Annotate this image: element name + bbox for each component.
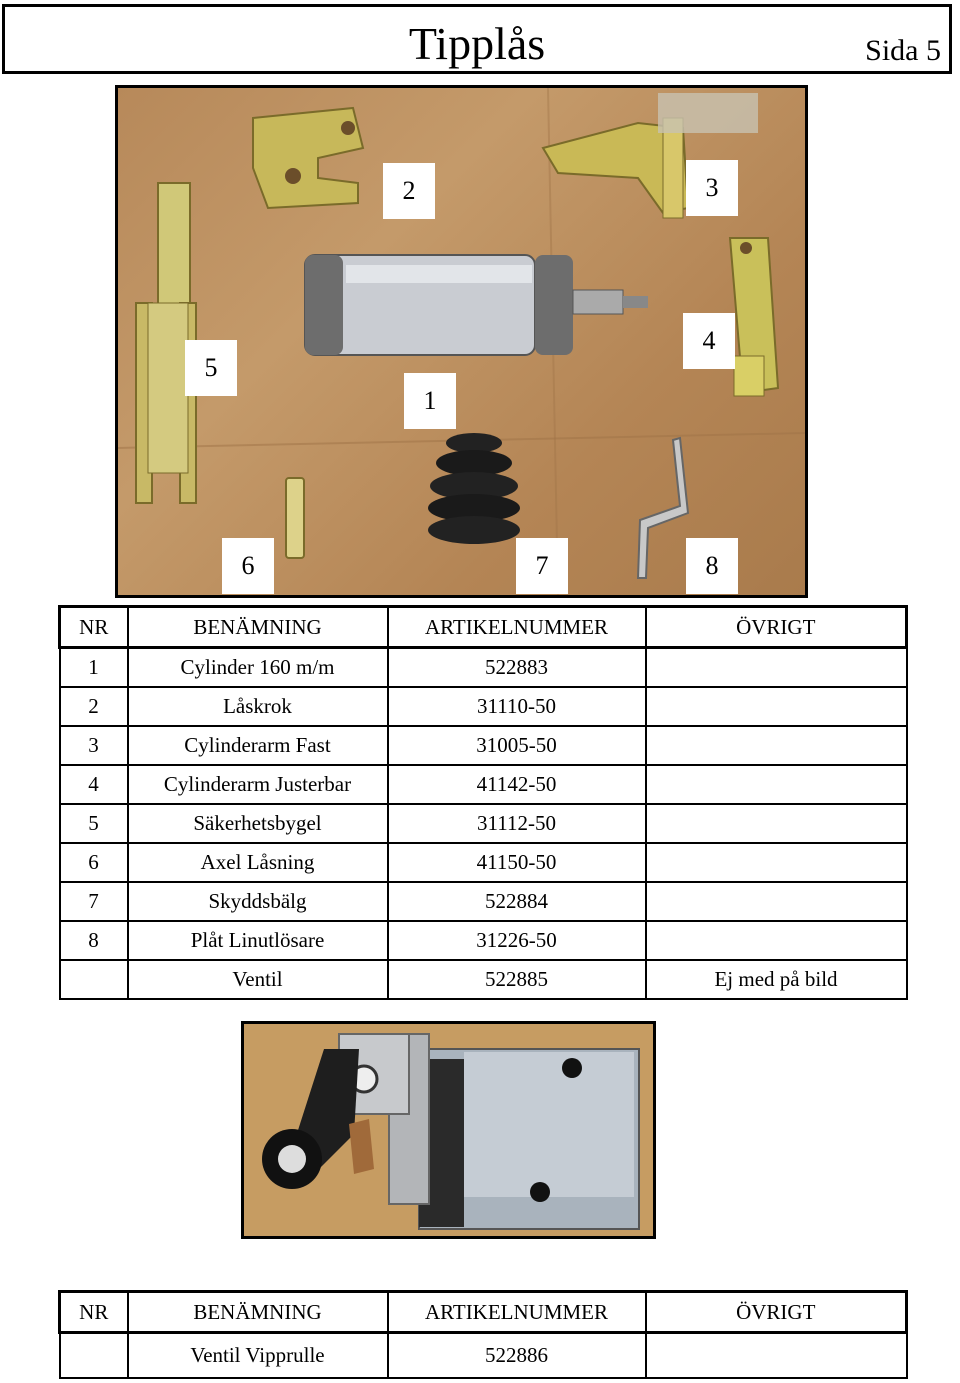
- table-row: 6 Axel Låsning 41150-50: [60, 843, 907, 882]
- table-row: 8 Plåt Linutlösare 31226-50: [60, 921, 907, 960]
- table-row: Ventil 522885 Ej med på bild: [60, 960, 907, 999]
- photo-label-3: 3: [686, 160, 738, 216]
- photo-label-4: 4: [683, 313, 735, 369]
- parts-photo: [115, 85, 808, 598]
- table-row: 2 Låskrok 31110-50: [60, 687, 907, 726]
- col-benamning: BENÄMNING: [128, 607, 388, 648]
- valve-photo: [241, 1021, 656, 1239]
- col-nr: NR: [60, 607, 128, 648]
- table-row: 4 Cylinderarm Justerbar 41142-50: [60, 765, 907, 804]
- table-row: 5 Säkerhetsbygel 31112-50: [60, 804, 907, 843]
- valve-table-header: [60, 1292, 907, 1333]
- photo-label-6: 6: [222, 538, 274, 594]
- page-title: Tipplås: [408, 18, 546, 69]
- table-row: 7 Skyddsbälg 522884: [60, 882, 907, 921]
- photo-label-2: 2: [383, 163, 435, 219]
- photo-label-5: 5: [185, 340, 237, 396]
- parts-table-header: [60, 607, 907, 648]
- col-ovrigt: ÖVRIGT: [646, 607, 907, 648]
- col-artikelnummer: ARTIKELNUMMER: [388, 607, 646, 648]
- page-header: [2, 4, 952, 74]
- bellows-part: [428, 433, 520, 544]
- photo-label-8: 8: [686, 538, 738, 594]
- col-benamning: BENÄMNING: [128, 1292, 388, 1333]
- valve-table: [58, 1290, 908, 1379]
- photo-label-1: 1: [404, 373, 456, 429]
- page-number: Sida 5: [865, 34, 941, 67]
- table-row: Ventil Vipprulle 522886: [60, 1333, 907, 1378]
- table-row: 1 Cylinder 160 m/m 522883: [60, 648, 907, 688]
- col-ovrigt: ÖVRIGT: [646, 1292, 907, 1333]
- valve-illustration: [244, 1024, 653, 1236]
- release-plate-part: [638, 438, 688, 578]
- col-artikelnummer: ARTIKELNUMMER: [388, 1292, 646, 1333]
- parts-table: [58, 605, 908, 1000]
- table-row: 3 Cylinderarm Fast 31005-50: [60, 726, 907, 765]
- col-nr: NR: [60, 1292, 128, 1333]
- photo-label-7: 7: [516, 538, 568, 594]
- axle-part: [286, 478, 304, 558]
